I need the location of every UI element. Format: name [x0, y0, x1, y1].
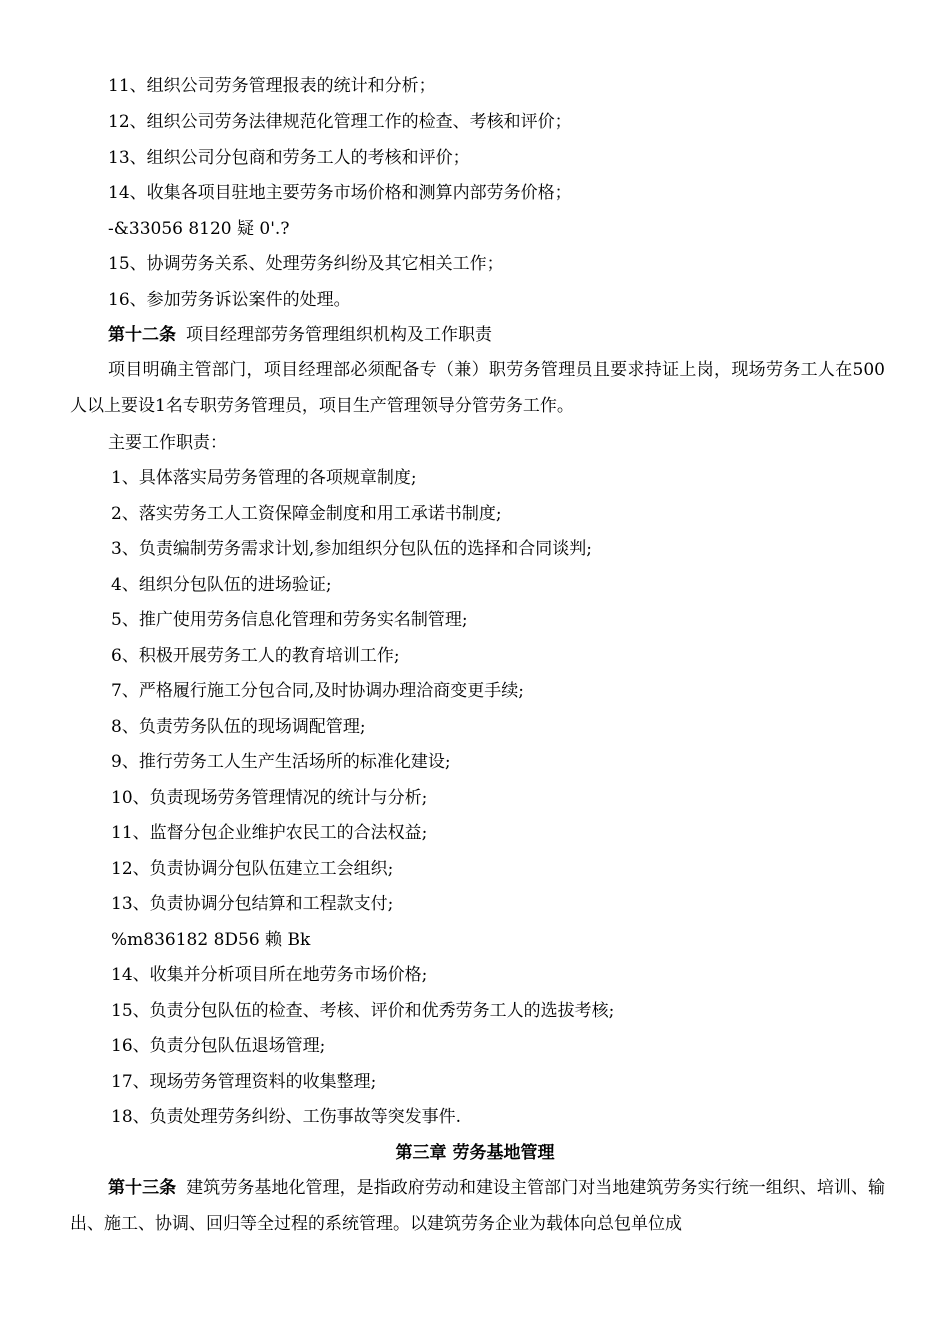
duty-item: 14、收集并分析项目所在地劳务市场价格;	[111, 965, 428, 985]
list-item: 11、组织公司劳务管理报表的统计和分析；	[108, 76, 436, 96]
duty-item: 17、现场劳务管理资料的收集整理;	[111, 1072, 377, 1092]
chapter-3-title: 第三章 劳务基地管理	[395, 1143, 555, 1163]
list-item: 12、组织公司劳务法律规范化管理工作的检查、考核和评价；	[108, 112, 572, 132]
article-13-paragraph	[70, 1171, 885, 1242]
list-item: 14、收集各项目驻地主要劳务市场价格和测算内部劳务价格；	[108, 183, 572, 203]
duty-item: 2、落实劳务工人工资保障金制度和用工承诺书制度;	[111, 504, 502, 524]
duty-item: 12、负责协调分包队伍建立工会组织;	[111, 859, 394, 879]
duty-item: 10、负责现场劳务管理情况的统计与分析;	[111, 788, 428, 808]
duty-item: 16、负责分包队伍退场管理;	[111, 1036, 326, 1056]
duties-heading: 主要工作职责：	[108, 433, 227, 453]
article-13-text: 建筑劳务基地化管理，是指政府劳动和建设主管部门对当地建筑劳务实行统一组织、培训、输出、施工、协调、回归等全过程的系统管理。以建筑劳务企业为载体向总包单位成	[70, 1178, 886, 1234]
duty-item: 13、负责协调分包结算和工程款支付;	[111, 894, 394, 914]
duty-item: 1、具体落实局劳务管理的各项规章制度;	[111, 468, 417, 488]
list-item: 13、组织公司分包商和劳务工人的考核和评价；	[108, 148, 470, 168]
duty-item: 11、监督分包企业维护农民工的合法权益;	[111, 823, 428, 843]
article-12-paragraph: 项目明确主管部门，项目经理部必须配备专（兼）职劳务管理员且要求持证上岗，现场劳务工人在500人以上要设1名专职劳务管理员，项目生产管理领导分管劳务工作。	[70, 360, 885, 416]
article-12-label: 第十二条	[108, 325, 176, 345]
duty-item: 6、积极开展劳务工人的教育培训工作;	[111, 646, 400, 666]
article-12-title: 项目经理部劳务管理组织机构及工作职责	[186, 325, 492, 345]
garbled-text-line: %m836182 8D56 赖 Bk	[111, 930, 311, 950]
list-item: 16、参加劳务诉讼案件的处理。	[108, 290, 351, 310]
duty-item: 8、负责劳务队伍的现场调配管理;	[111, 717, 366, 737]
list-item: 15、协调劳务关系、处理劳务纠纷及其它相关工作；	[108, 254, 504, 274]
article-13-label: 第十三条	[108, 1178, 177, 1198]
garbled-text-line: -&33056 8120 疑 0'.?	[108, 219, 290, 239]
duty-item: 18、负责处理劳务纠纷、工伤事故等突发事件.	[111, 1107, 462, 1127]
duty-item: 15、负责分包队伍的检查、考核、评价和优秀劳务工人的选拔考核;	[111, 1001, 615, 1021]
duty-item: 4、组织分包队伍的进场验证;	[111, 575, 332, 595]
duty-item: 3、负责编制劳务需求计划,参加组织分包队伍的选择和合同谈判;	[111, 539, 592, 559]
article-12-heading	[108, 324, 492, 346]
duty-item: 7、严格履行施工分包合同,及时协调办理洽商变更手续;	[111, 681, 524, 701]
duty-item: 5、推广使用劳务信息化管理和劳务实名制管理;	[111, 610, 468, 630]
duty-item: 9、推行劳务工人生产生活场所的标准化建设;	[111, 752, 451, 772]
